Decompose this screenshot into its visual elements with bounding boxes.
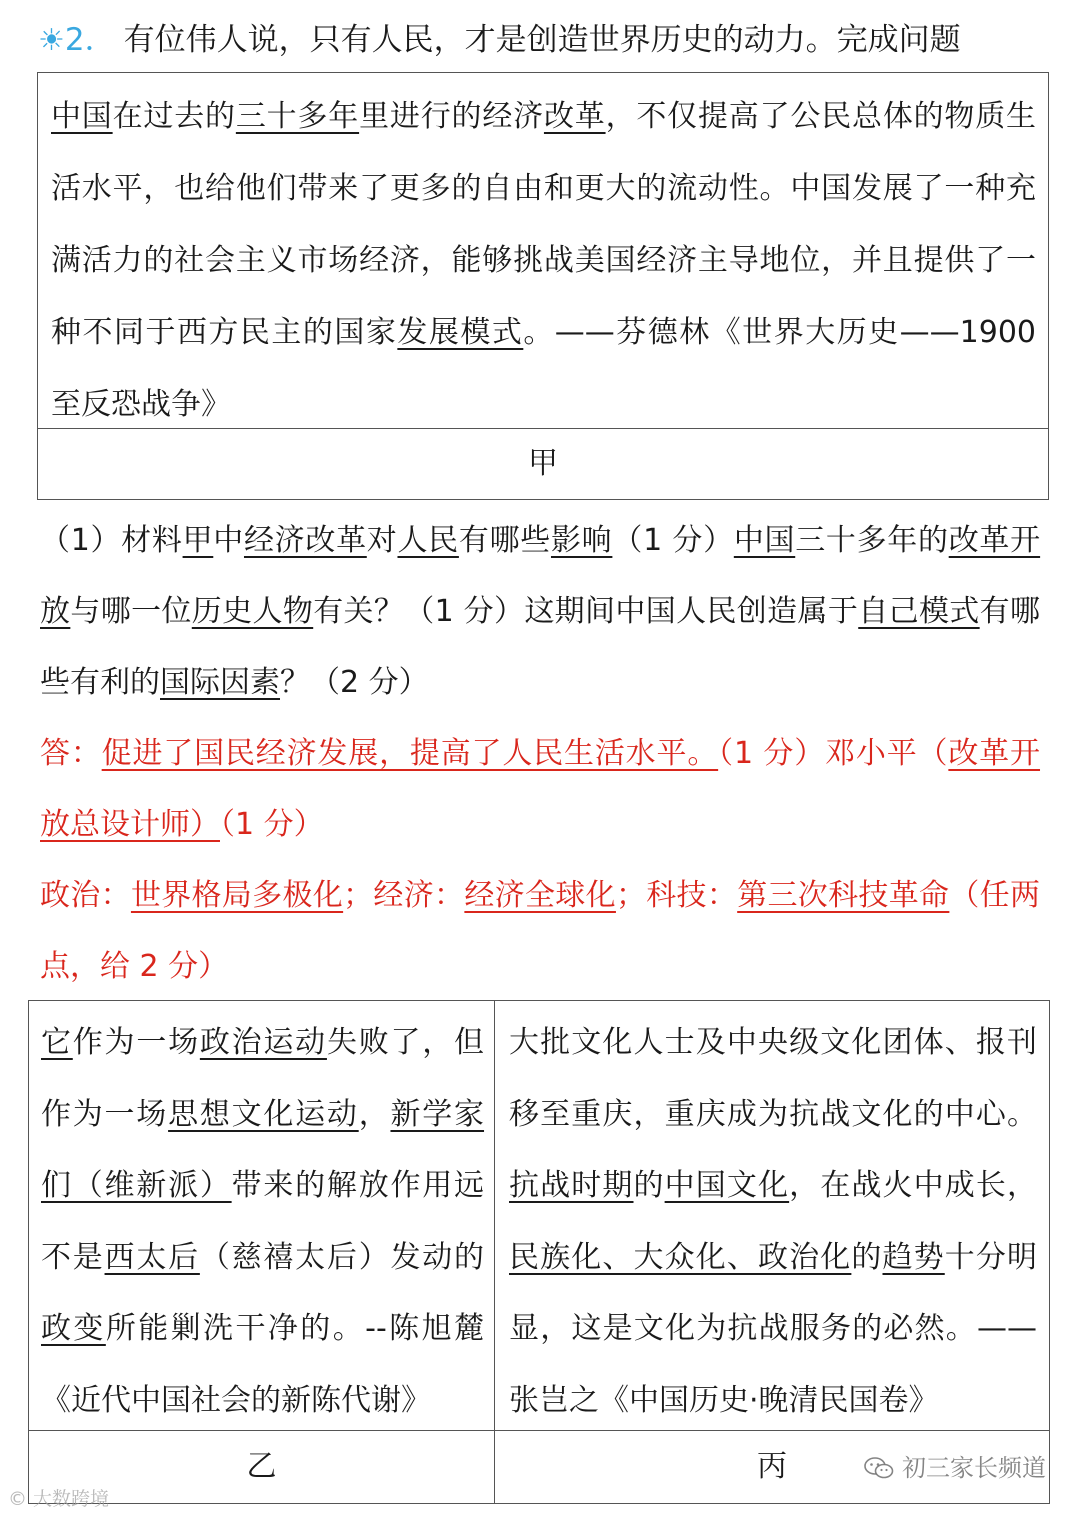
material-yi-text <box>29 1001 494 1431</box>
underlined-text: 政变 <box>41 1311 106 1346</box>
text-segment: 答： <box>40 736 102 771</box>
text-segment: 的 <box>633 1168 665 1203</box>
underlined-text: 世界格局多极化 <box>130 878 344 913</box>
text-segment: 有关？（1 分）这期间中国人民创造属于 <box>313 594 859 629</box>
watermark-right <box>864 1448 1046 1483</box>
underlined-text: 人民 <box>397 523 459 558</box>
underlined-text: 改革开放总设计师） <box>40 736 1041 842</box>
underlined-text: 自己模式 <box>858 594 980 629</box>
underlined-text: 中国文化 <box>664 1168 790 1203</box>
question-title <box>38 12 961 68</box>
underlined-text: 思想文化运动 <box>168 1096 359 1132</box>
material-table-yi-bing <box>28 1000 1050 1504</box>
wechat-icon <box>864 1457 894 1479</box>
underlined-text: 促进了国民经济发展，提高了人民生活水平。 <box>101 736 719 771</box>
text-segment: 带来的解放作用远不是 <box>41 1168 485 1275</box>
question-title-text: 有位伟人说，只有人民，才是创造世界历史的动力。完成问题 <box>123 22 961 58</box>
text-segment: 里进行的经济 <box>359 99 544 134</box>
text-segment: 对 <box>366 523 398 558</box>
underlined-text: 历史人物 <box>191 594 314 629</box>
text-segment: 中 <box>213 523 244 558</box>
material-jia-text <box>38 73 1048 429</box>
sun-icon: ☀ <box>38 23 65 58</box>
underlined-text: 民族化、大众化、政治化 <box>509 1239 852 1275</box>
text-segment: （任两点，给 2 分） <box>40 878 1040 984</box>
text-segment: ；科技： <box>615 878 738 913</box>
text-segment: 失败了，但作为一场 <box>41 1025 485 1132</box>
underlined-text: 西太后 <box>104 1239 200 1275</box>
text-segment: 三十多年的 <box>795 523 949 558</box>
text-segment: 与哪一位 <box>70 594 192 629</box>
underlined-text: 国际因素 <box>160 665 280 700</box>
underlined-text: 发展模式 <box>397 315 524 350</box>
question-text <box>40 505 1040 718</box>
underlined-text: 经济改革 <box>243 523 367 558</box>
text-segment: 大批文化人士及中央级文化团体、报刊移至重庆，重庆成为抗战文化的中心。 <box>509 1025 1037 1132</box>
answer-paragraph-2 <box>40 860 1040 1002</box>
material-table-jia <box>37 72 1049 500</box>
answer-paragraph-1 <box>40 718 1040 860</box>
answer-block <box>40 718 1040 1002</box>
underlined-text: 三十多年 <box>235 99 360 134</box>
underlined-text: 第三次科技革命 <box>737 878 950 913</box>
text-segment: ， <box>358 1096 391 1132</box>
text-segment: 在过去的 <box>112 99 236 134</box>
text-segment: 政治： <box>40 878 131 913</box>
material-bing-text <box>494 1001 1049 1431</box>
text-segment: ？（2 分） <box>280 665 429 700</box>
text-segment: ，在战火中成长， <box>789 1168 1037 1203</box>
underlined-text: 改革开放 <box>40 523 1041 629</box>
material-yi-label: 乙 <box>246 1449 277 1484</box>
text-segment: 所能剿洗干净的。--陈旭麓《近代中国社会的新陈代谢》 <box>41 1311 484 1418</box>
underlined-text: 甲 <box>182 523 214 558</box>
text-segment: 。——芬德林《世界大历史——1900 至反恐战争》 <box>51 315 1037 422</box>
material-jia-label: 甲 <box>38 428 1048 499</box>
underlined-text: 趋势 <box>882 1239 945 1275</box>
material-bing-label: 丙 <box>494 1431 1049 1503</box>
watermark-right-text: 初三家长频道 <box>902 1454 1046 1482</box>
text-segment: （慈禧太后）发动的 <box>199 1239 485 1275</box>
text-segment: 十分明显，这是文化为抗战服务的必然。——张岂之《中国历史·晚清民国卷》 <box>509 1239 1037 1418</box>
text-segment: （1 分） <box>612 523 734 558</box>
text-segment: （1 分）邓小平（ <box>718 736 949 771</box>
text-segment: 有哪些 <box>458 523 551 558</box>
underlined-text: 它 <box>41 1025 73 1060</box>
text-segment: （1）材料 <box>40 523 183 558</box>
text-segment: ；经济： <box>343 878 465 913</box>
underlined-text: 中国 <box>51 99 113 134</box>
underlined-text: 影响 <box>550 523 613 558</box>
text-segment: 作为一场 <box>72 1025 200 1060</box>
question-number: 2． <box>64 22 116 58</box>
text-segment: 的 <box>851 1239 883 1275</box>
watermark-left: © 大数跨境 <box>8 1488 110 1510</box>
text-segment: 有哪些有利的 <box>40 594 1041 700</box>
underlined-text: 改革 <box>543 99 606 134</box>
text-segment: （1 分） <box>220 807 324 842</box>
text-segment: ，不仅提高了公民总体的物质生活水平，也给他们带来了更多的自由和更大的流动性。中国发展了一种充满活力的社会主义市场经济，能够挑战美国经济主导地位，并且提供了一种不同于西方民主的国家 <box>51 99 1037 350</box>
underlined-text: 政治运动 <box>199 1025 327 1060</box>
underlined-text: 中国 <box>733 523 796 558</box>
underlined-text: 抗战时期 <box>509 1168 634 1203</box>
underlined-text: 新学家们（维新派） <box>41 1096 485 1203</box>
underlined-text: 经济全球化 <box>464 878 616 913</box>
